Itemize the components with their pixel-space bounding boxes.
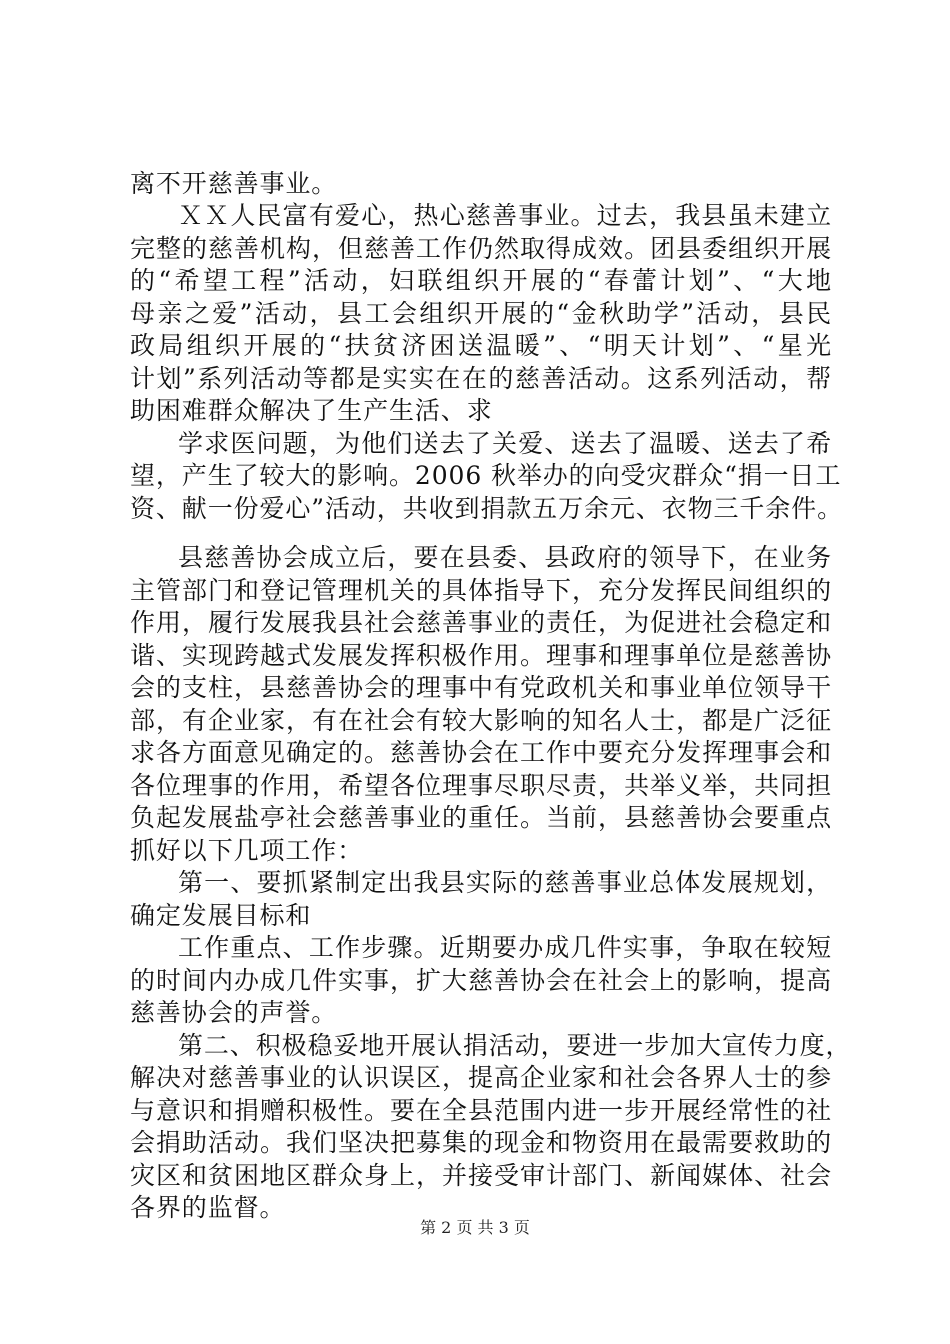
text-line: 县慈善协会成立后，要在县委、县政府的领导下，在业务 [178,543,832,572]
text-line: 离不开慈善事业。 [130,169,338,198]
text-line: 作用，履行发展我县社会慈善事业的责任，为促进社会稳定和 [130,608,832,637]
text-line: 各界的监督。 [130,1193,286,1222]
text-line: 求各方面意见确定的。慈善协会在工作中要充分发挥理事会和 [130,738,832,767]
text-line: 第二、积极稳妥地开展认捐活动，要进一步加大宣传力度， [178,1031,852,1060]
text-line: 会捐助活动。我们坚决把募集的现金和物资用在最需要救助的 [130,1128,832,1157]
text-line: 工作重点、工作步骤。近期要办成几件实事，争取在较短 [178,933,832,962]
text-line: 抓好以下几项工作： [130,836,364,865]
text-line: 政局组织开展的“扶贫济困送温暖”、“明天计划”、“星光 [130,331,832,360]
text-line: 确定发展目标和 [130,901,312,930]
text-line: 部，有企业家，有在社会有较大影响的知名人士，都是广泛征 [130,706,832,735]
text-line: 资、献一份爱心”活动，共收到捐款五万余元、衣物三千余件。 [130,494,843,523]
text-line: 望，产生了较大的影响。2006 秋举办的向受灾群众“捐一日工 [130,461,842,490]
text-line: 计划”系列活动等都是实实在在的慈善活动。这系列活动，帮 [130,364,832,393]
text-line: 慈善协会的声誉。 [130,998,338,1027]
text-line: 会的支柱，县慈善协会的理事中有党政机关和事业单位领导干 [130,673,832,702]
page-number: 第 2 页 共 3 页 [420,1218,530,1237]
text-line: 的“希望工程”活动，妇联组织开展的“春蕾计划”、“大地 [130,266,832,295]
text-line: 各位理事的作用，希望各位理事尽职尽责，共举义举，共同担 [130,771,832,800]
text-line: 谐、实现跨越式发展发挥积极作用。理事和理事单位是慈善协 [130,641,832,670]
text-line: ＸＸ人民富有爱心，热心慈善事业。过去，我县虽未建立 [178,201,832,230]
text-line: 学求医问题，为他们送去了关爱、送去了温暖、送去了希 [178,429,832,458]
text-line: 助困难群众解决了生产生活、求 [130,396,493,425]
text-line: 第一、要抓紧制定出我县实际的慈善事业总体发展规划， [178,868,832,897]
text-line: 完整的慈善机构，但慈善工作仍然取得成效。团县委组织开展 [130,234,832,263]
text-line: 的时间内办成几件实事，扩大慈善协会在社会上的影响，提高 [130,966,832,995]
text-line: 与意识和捐赠积极性。要在全县范围内进一步开展经常性的社 [130,1096,832,1125]
text-line: 负起发展盐亭社会慈善事业的重任。当前，县慈善协会要重点 [130,803,832,832]
text-line: 母亲之爱”活动，县工会组织开展的“金秋助学”活动，县民 [130,299,832,328]
text-line: 解决对慈善事业的认识误区，提高企业家和社会各界人士的参 [130,1063,832,1092]
text-line: 主管部门和登记管理机关的具体指导下，充分发挥民间组织的 [130,576,832,605]
text-line: 灾区和贫困地区群众身上，并接受审计部门、新闻媒体、社会 [130,1161,832,1190]
